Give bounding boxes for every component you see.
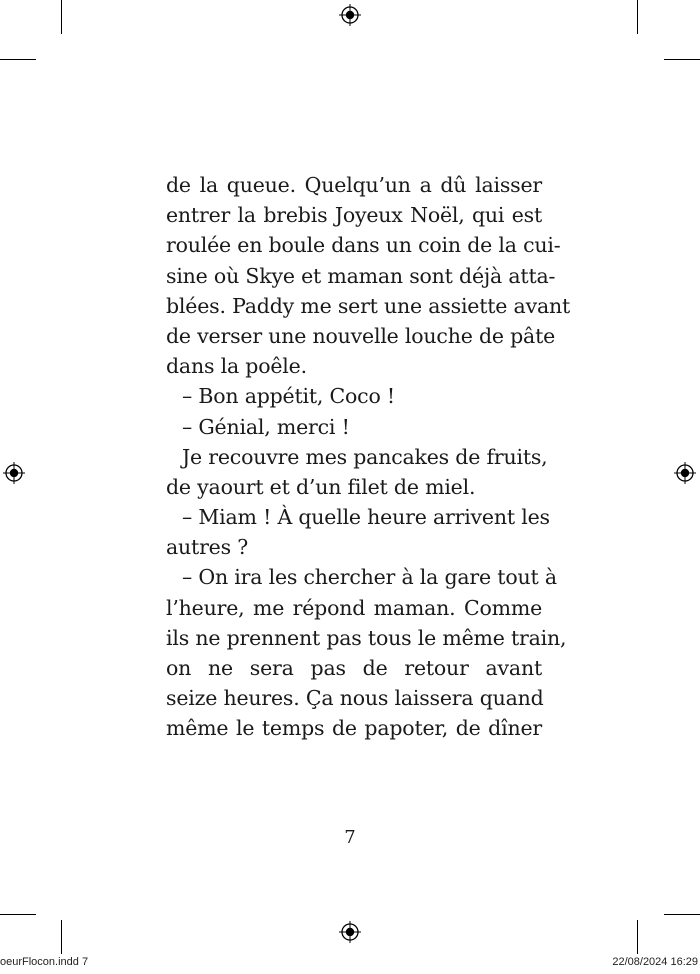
text-line: ils ne prennent pas tous le même train,	[166, 625, 567, 650]
slug-filename: oeurFlocon.indd 7	[0, 956, 89, 968]
text-line: blées. Paddy me sert une assiette avant	[166, 293, 571, 318]
crop-mark-bottom-left	[61, 920, 62, 954]
crop-mark-right-bottom	[664, 914, 700, 915]
text-line: de la queue. Quelqu’un a dû laisser	[166, 173, 542, 197]
registration-mark-icon	[339, 4, 361, 26]
text-line: – On ira les chercher à la gare tout à	[182, 565, 557, 590]
registration-mark-icon	[674, 462, 696, 484]
crop-mark-top-right	[637, 0, 638, 34]
text-line: de yaourt et d’un filet de miel.	[166, 474, 476, 499]
text-line: Je recouvre mes pancakes de fruits,	[182, 444, 548, 469]
registration-mark-icon	[339, 921, 361, 943]
text-line: roulée en boule dans un coin de la cui-	[166, 233, 561, 258]
text-line: on ne sera pas de retour avant	[166, 656, 542, 680]
crop-mark-left-bottom	[0, 914, 36, 915]
text-line: de verser une nouvelle louche de pâte	[166, 323, 556, 348]
slug-datetime: 22/08/2024 16:29	[612, 956, 698, 968]
text-line: autres ?	[166, 535, 249, 560]
text-line: seize heures. Ça nous laissera quand	[166, 686, 544, 711]
text-line: dans la poêle.	[166, 354, 307, 379]
text-line: même le temps de papoter, de dîner	[166, 716, 542, 741]
crop-mark-left-top	[0, 59, 36, 60]
crop-mark-bottom-right	[637, 920, 638, 954]
registration-mark-icon	[3, 462, 25, 484]
text-line: l’heure, me répond maman. Comme	[166, 595, 542, 620]
text-line: – Bon appétit, Coco !	[182, 384, 395, 409]
crop-mark-right-top	[664, 59, 700, 60]
text-line: – Miam ! À quelle heure arrivent les	[182, 505, 550, 530]
text-line: – Génial, merci !	[182, 414, 350, 439]
page-number: 7	[344, 827, 356, 848]
body-text	[166, 170, 571, 744]
crop-mark-top-left	[61, 0, 62, 34]
text-line: sine où Skye et maman sont déjà atta-	[166, 263, 556, 288]
text-line: entrer la brebis Joyeux Noël, qui est	[166, 203, 542, 228]
